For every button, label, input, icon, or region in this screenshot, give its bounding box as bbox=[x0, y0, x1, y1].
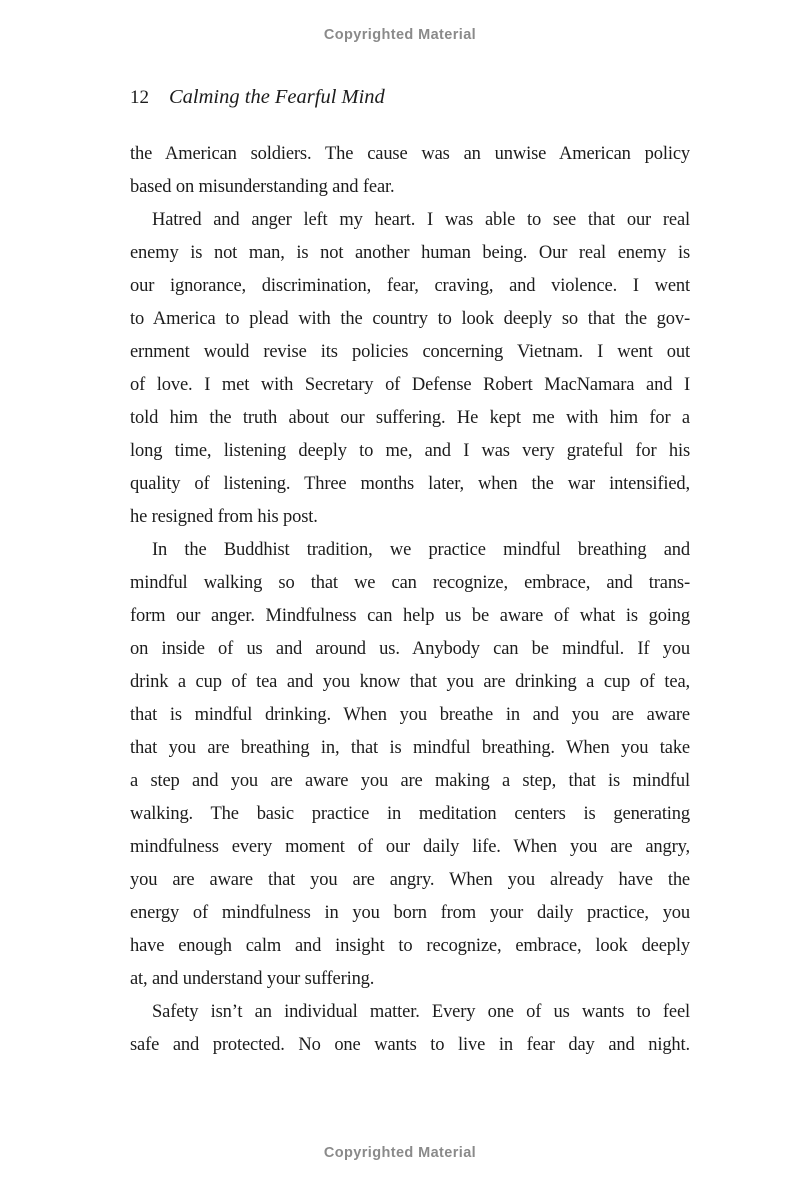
body-text bbox=[130, 138, 690, 1062]
body-line: that you are breathing in, that is mindful breathing. When you take bbox=[130, 738, 690, 758]
page-number: 12 bbox=[130, 87, 149, 108]
running-header bbox=[130, 86, 690, 109]
body-line: Safety isn’t an individual matter. Every one of us wants to feel bbox=[152, 1002, 690, 1022]
body-line: long time, listening deeply to me, and I was very grateful for his bbox=[130, 441, 690, 461]
body-line: to America to plead with the country to look deeply so that the gov- bbox=[130, 309, 690, 329]
body-line: you are aware that you are angry. When you already have the bbox=[130, 870, 690, 890]
body-line: form our anger. Mindfulness can help us be aware of what is going bbox=[130, 606, 690, 626]
body-line: mindfulness every moment of our daily life. When you are angry, bbox=[130, 837, 690, 857]
body-line: a step and you are aware you are making a step, that is mindful bbox=[130, 771, 690, 791]
body-line: ernment would revise its policies concerning Vietnam. I went out bbox=[130, 342, 690, 362]
running-title: Calming the Fearful Mind bbox=[169, 86, 385, 108]
body-line: In the Buddhist tradition, we practice mindful breathing and bbox=[152, 540, 690, 560]
body-line: told him the truth about our suffering. He kept me with him for a bbox=[130, 408, 690, 428]
body-line: of love. I met with Secretary of Defense Robert MacNamara and I bbox=[130, 375, 690, 395]
body-line: safe and protected. No one wants to live in fear day and night. bbox=[130, 1035, 690, 1055]
body-line: have enough calm and insight to recognize, embrace, look deeply bbox=[130, 936, 690, 956]
body-line: enemy is not man, is not another human being. Our real enemy is bbox=[130, 243, 690, 263]
body-line: Hatred and anger left my heart. I was able to see that our real bbox=[152, 210, 690, 230]
body-line: walking. The basic practice in meditation centers is generating bbox=[130, 804, 690, 824]
body-line: drink a cup of tea and you know that you are drinking a cup of tea, bbox=[130, 672, 690, 692]
top-copyright-notice: Copyrighted Material bbox=[323, 27, 477, 43]
bottom-copyright-notice: Copyrighted Material bbox=[323, 1145, 477, 1161]
body-line: mindful walking so that we can recognize, embrace, and trans- bbox=[130, 573, 690, 593]
body-line: quality of listening. Three months later, when the war intensified, bbox=[130, 474, 690, 494]
body-line: that is mindful drinking. When you breathe in and you are aware bbox=[130, 705, 690, 725]
body-line: at, and understand your suffering. bbox=[130, 969, 375, 989]
body-line: on inside of us and around us. Anybody can be mindful. If you bbox=[130, 639, 690, 659]
body-line: based on misunderstanding and fear. bbox=[130, 177, 395, 197]
body-line: energy of mindfulness in you born from your daily practice, you bbox=[130, 903, 690, 923]
body-line: our ignorance, discrimination, fear, craving, and violence. I went bbox=[130, 276, 690, 296]
body-line: the American soldiers. The cause was an unwise American policy bbox=[130, 144, 690, 164]
body-line: he resigned from his post. bbox=[130, 507, 318, 527]
